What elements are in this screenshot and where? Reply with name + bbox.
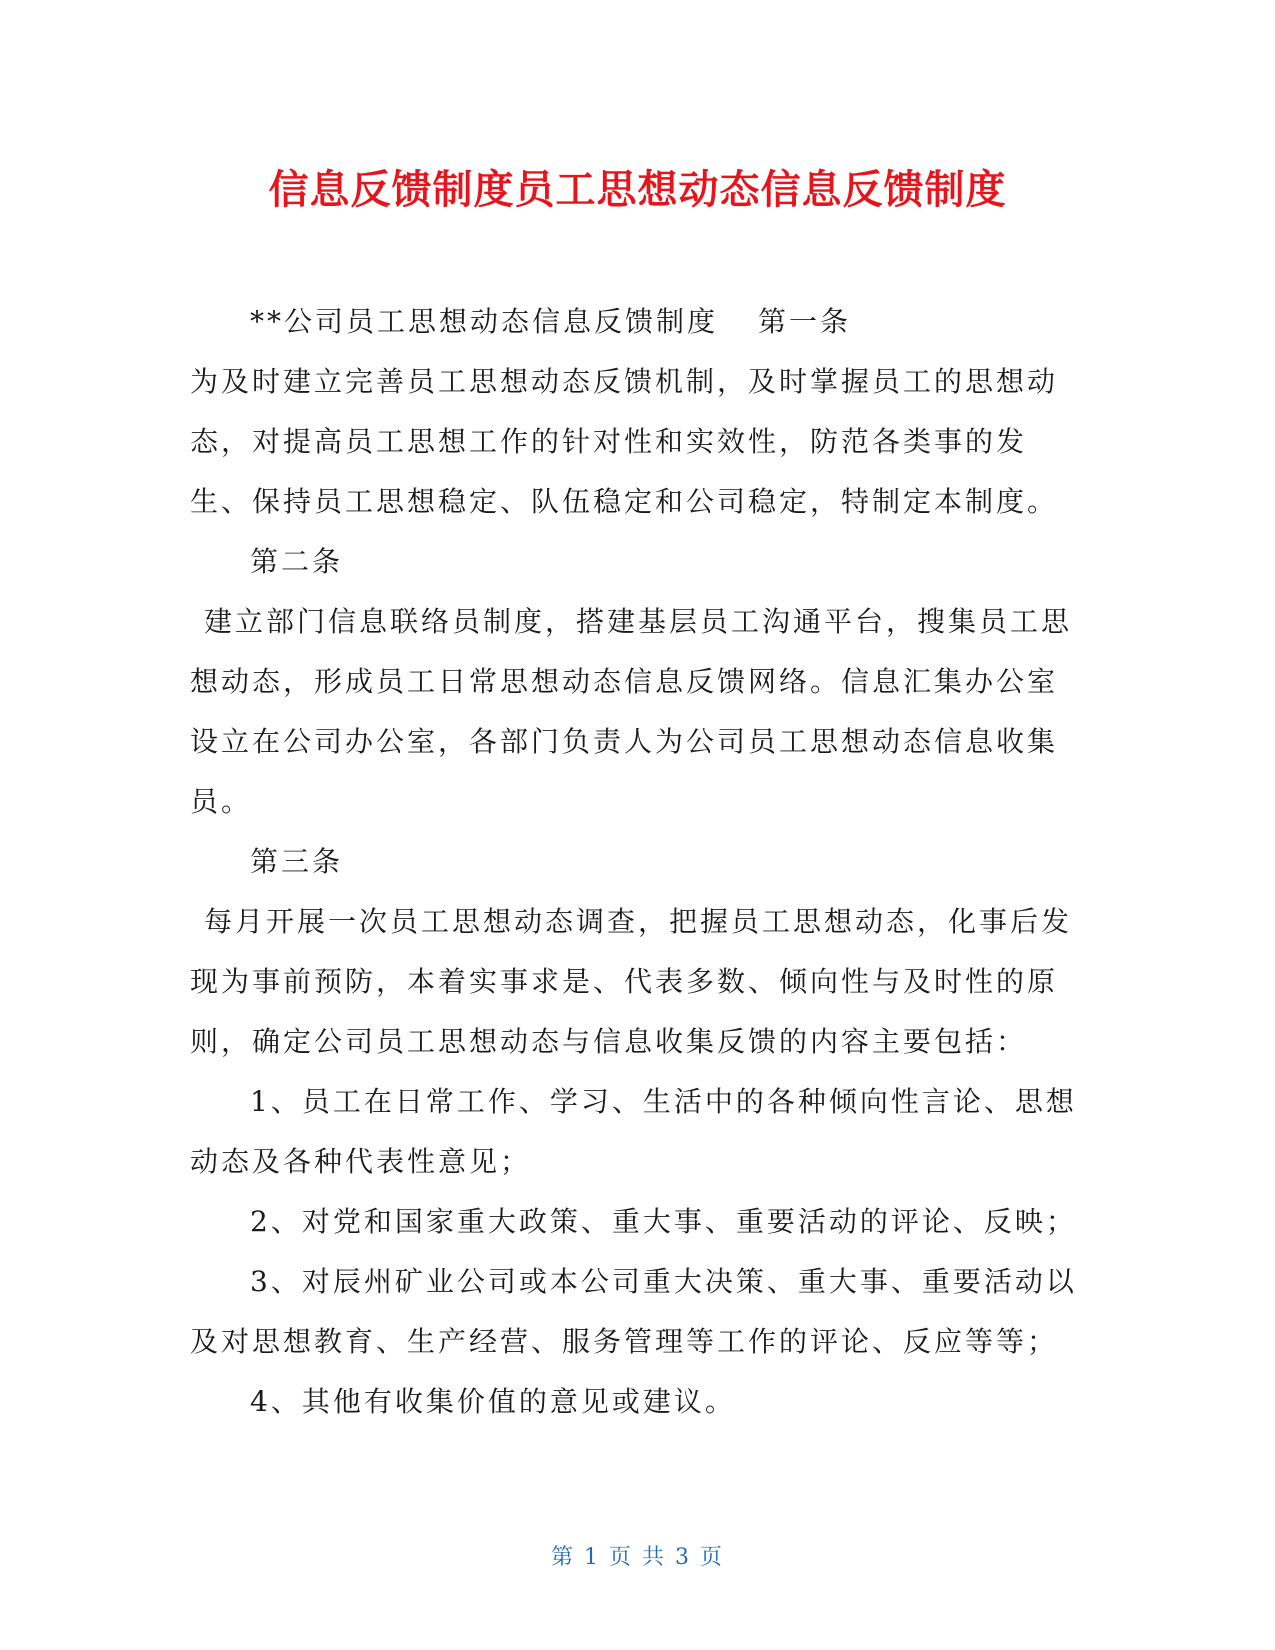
article3-heading: 第三条 <box>250 845 344 878</box>
article2-heading: 第二条 <box>250 545 344 578</box>
document-title: 信息反馈制度员工思想动态信息反馈制度 <box>268 167 1007 213</box>
intro-line <box>190 292 1085 352</box>
document-body <box>190 292 1085 1432</box>
article1-text: 为及时建立完善员工思想动态反馈机制，及时掌握员工的思想动态，对提高员工思想工作的针对性和实效性，防范各类事的发生、保持员工思想稳定、队伍稳定和公司稳定，特制定本制度。 <box>190 365 1059 518</box>
list-item: 4、其他有收集价值的意见或建议。 <box>250 1385 736 1418</box>
list-item: 2、对党和国家重大政策、重大事、重要活动的评论、反映； <box>250 1205 1077 1238</box>
article1-heading: 第一条 <box>758 305 852 338</box>
intro-heading: **公司员工思想动态信息反馈制度 <box>250 305 719 338</box>
article2-text: 建立部门信息联络员制度，搭建基层员工沟通平台，搜集员工思想动态，形成员工日常思想动态信息反馈网络。信息汇集办公室设立在公司办公室，各部门负责人为公司员工思想动态信息收集员。 <box>190 605 1073 818</box>
page-number-footer: 第 1 页 共 3 页 <box>551 1545 724 1570</box>
list-item: 1、员工在日常工作、学习、生活中的各种倾向性言论、思想动态及各种代表性意见； <box>190 1085 1077 1178</box>
list-item: 3、对辰州矿业公司或本公司重大决策、重大事、重要活动以及对思想教育、生产经营、服务管理等工作的评论、反应等等； <box>190 1265 1077 1358</box>
article3-text: 每月开展一次员工思想动态调查，把握员工思想动态，化事后发现为事前预防，本着实事求是、代表多数、倾向性与及时性的原则，确定公司员工思想动态与信息收集反馈的内容主要包括： <box>190 905 1073 1058</box>
